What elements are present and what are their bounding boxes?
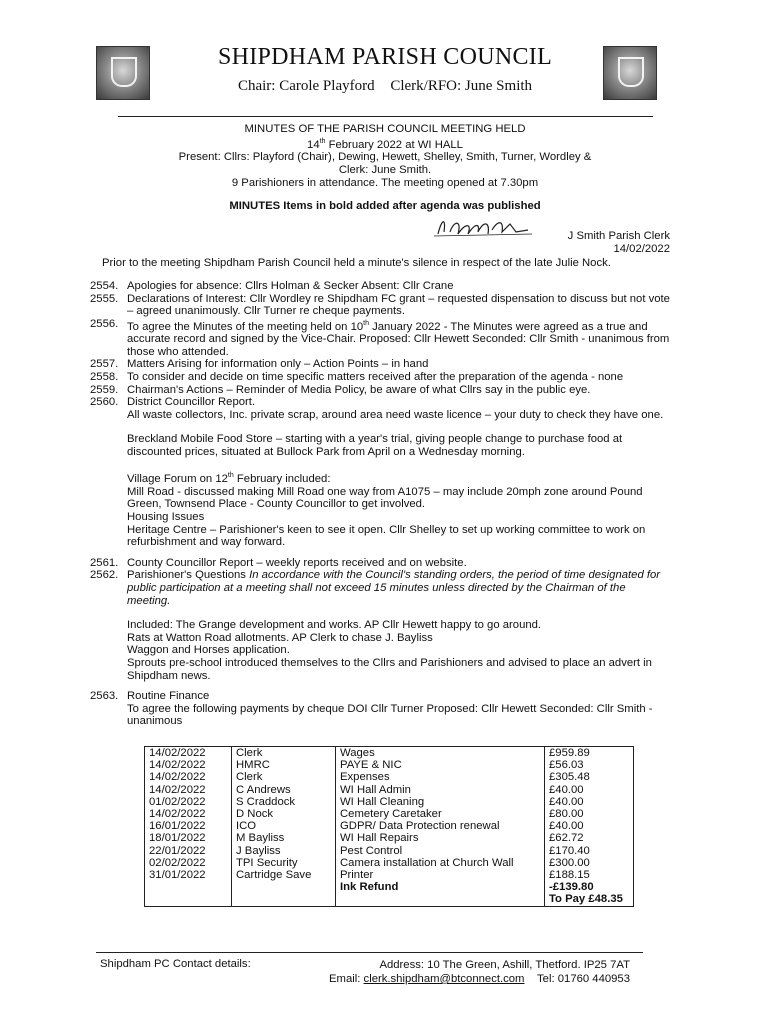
payment-amount: £188.15 [545, 869, 634, 881]
footer-tel: Tel: 01760 440953 [537, 973, 630, 985]
item-2557: 2557. Matters Arising for information only – Action Points – in hand [90, 358, 429, 371]
payment-desc: WI Hall Admin [336, 784, 545, 796]
payment-amount: £959.89 [545, 747, 634, 760]
payment-date: 14/02/2022 [145, 784, 232, 796]
payment-row [145, 820, 634, 832]
payment-amount: £80.00 [545, 808, 634, 820]
questions-line-1: Included: The Grange development and works. AP Cllr Hewett happy to go around. [127, 619, 542, 632]
item-2559: 2559. Chairman's Actions – Reminder of Media Policy, be aware of what Cllrs say in the public eye. [90, 383, 591, 396]
finance-title: Routine Finance [127, 690, 210, 703]
payment-desc: WI Hall Repairs [336, 832, 545, 844]
payment-desc: Camera installation at Church Wall [336, 857, 545, 869]
chair-name: Chair: Carole Playford [237, 78, 375, 94]
payments-table [144, 746, 634, 907]
refund-amount: -£139.80 [545, 881, 634, 893]
district-report-title: District Councillor Report. [127, 396, 256, 409]
heritage-note: Heritage Centre – Parishioner's keen to see it open. Cllr Shelley to set up working committee to work on refurbishment and way forward. [127, 523, 646, 549]
minutes-items [90, 280, 670, 728]
payment-date: 14/02/2022 [145, 759, 232, 771]
payment-row [145, 857, 634, 869]
payment-payee: Cartridge Save [232, 869, 336, 881]
payment-date: 02/02/2022 [145, 857, 232, 869]
payment-date: 14/02/2022 [145, 771, 232, 783]
payment-date: 16/01/2022 [145, 820, 232, 832]
payment-payee: J Bayliss [232, 845, 336, 857]
housing-note: Housing Issues [127, 511, 205, 524]
payment-row [145, 784, 634, 796]
waste-licence-note: All waste collectors, Inc. private scrap, around area need waste licence – your duty to check they have one. [127, 408, 664, 421]
item-2555: 2555. Declarations of Interest: Cllr Wordley re Shipdham FC grant – requested dispensation to discuss but not vote – agreed unanimously. Cllr Turner re cheque payments. [90, 292, 670, 318]
payment-amount: £40.00 [545, 820, 634, 832]
bold-items-note: MINUTES Items in bold added after agenda was published [229, 200, 541, 212]
item-2562: 2562. Parishioner's Questions In accordance with the Council's standing orders, the period of time designated for public participation at a meeting shall not exceed 15 minutes unless directed by the Chairman of the meeting. Included: The Grange development and works. AP Cllr Hewett happy to go around. Rats at Watton Road allotments. AP Clerk to chase J. Bayliss Waggon and Horses application. Sprouts pre-school introduced themselves to the Cllrs and Parishioners and advised to place an advert in Shipdham news. [90, 569, 670, 682]
mill-road-note: Mill Road - discussed making Mill Road one way from A1075 – may include 20mph zone around Pound Green, Townsend Place - County Councillor to get involved. [127, 485, 643, 511]
payment-amount: £300.00 [545, 857, 634, 869]
questions-line-4: Sprouts pre-school introduced themselves to the Cllrs and Parishioners and advised to place an advert in Shipdham news. [127, 656, 652, 682]
clerk-signature [432, 214, 542, 240]
payment-date: 14/02/2022 [145, 808, 232, 820]
payment-date: 22/01/2022 [145, 845, 232, 857]
payment-desc: GDPR/ Data Protection renewal [336, 820, 545, 832]
payment-row [145, 832, 634, 844]
finance-text: To agree the following payments by cheque DOI Cllr Turner Proposed: Cllr Hewett Seconded: Cllr Smith - unanimous [127, 702, 653, 728]
item-2561: 2561. County Councillor Report – weekly reports received and on website. [90, 556, 467, 569]
footer-contact-label: Shipdham PC Contact details: [100, 958, 251, 970]
payment-desc: Printer [336, 869, 545, 881]
questions-line-3: Waggon and Horses application. [127, 644, 290, 657]
payment-row [145, 808, 634, 820]
payment-amount: £62.72 [545, 832, 634, 844]
signature-block [568, 230, 670, 256]
council-title: SHIPDHAM PARISH COUNCIL [217, 44, 553, 70]
item-2563: 2563. Routine Finance To agree the following payments by cheque DOI Cllr Turner Proposed: Cllr Hewett Seconded: Cllr Smith - unanimous [90, 690, 670, 728]
silence-note: Prior to the meeting Shipdham Parish Council held a minute's silence in respect of the late Julie Nock. [102, 257, 611, 269]
item-2560: 2560. District Councillor Report. All waste collectors, Inc. private scrap, around area need waste licence – your duty to check they have one. Breckland Mobile Food Store – starting with a year's trial, giving people change to purchase food at discounted prices, situated at Bullock Park from April on a Wednesday morning. Village Forum on 12th February included: Mill Road - discussed making Mill Road one way from A1075 – may include 20mph zone around Pound Green, Townsend Place - County Councillor to get involved. Housing Issues Heritage Centre – Parishioner's keen to see it open. Cllr Shelley to set up working committee to work on refurbishment and way forward. [90, 396, 670, 549]
signed-date: 14/02/2022 [613, 242, 670, 255]
payment-desc: Cemetery Caretaker [336, 808, 545, 820]
refund-amount [232, 881, 336, 893]
footer-details [300, 958, 630, 986]
item-2556: 2556. To agree the Minutes of the meeting held on 10th January 2022 - The Minutes were agreed as a true and accurate record and signed by the Vice-Chair. Proposed: Cllr Hewett Seconded: Cllr Smith - unanimous from those who attended. [90, 317, 670, 358]
signed-by: J Smith Parish Clerk [567, 230, 670, 242]
refund-amount [145, 881, 232, 893]
village-forum-note: Village Forum on 12th February included: [127, 472, 331, 486]
payment-row [145, 771, 634, 783]
present-line-1: Present: Cllrs: Playford (Chair), Dewing, Hewett, Shelley, Smith, Turner, Wordley & [178, 151, 592, 164]
total-to-pay [232, 893, 336, 906]
attendance-line: 9 Parishioners in attendance. The meeting opened at 7.30pm [231, 176, 539, 189]
payment-amount: £305.48 [545, 771, 634, 783]
footer-divider [96, 952, 643, 953]
payment-payee: HMRC [232, 759, 336, 771]
footer-address: Address: 10 The Green, Ashill, Thetford. IP25 7AT [379, 959, 630, 971]
payment-amount: £40.00 [545, 796, 634, 808]
payment-desc: PAYE & NIC [336, 759, 545, 771]
total-to-pay: To Pay £48.35 [545, 893, 634, 906]
payment-payee: TPI Security [232, 857, 336, 869]
payment-desc: Expenses [336, 771, 545, 783]
total-row [145, 893, 634, 906]
payment-payee: S Craddock [232, 796, 336, 808]
payment-row [145, 759, 634, 771]
payment-amount: £56.03 [545, 759, 634, 771]
item-2558: 2558. To consider and decide on time specific matters received after the preparation of the agenda - none [90, 370, 624, 383]
payment-date: 31/01/2022 [145, 869, 232, 881]
payment-amount: £40.00 [545, 784, 634, 796]
minutes-heading: MINUTES OF THE PARISH COUNCIL MEETING HELD [244, 123, 526, 135]
payment-payee: M Bayliss [232, 832, 336, 844]
present-line-2: Clerk: June Smith. [338, 164, 432, 177]
payment-row [145, 747, 634, 760]
clerk-name: Clerk/RFO: June Smith [390, 78, 533, 94]
payment-date: 14/02/2022 [145, 747, 232, 760]
payment-payee: C Andrews [232, 784, 336, 796]
officers-line [0, 78, 770, 95]
payment-desc: Pest Control [336, 845, 545, 857]
payment-row [145, 796, 634, 808]
payment-date: 18/01/2022 [145, 832, 232, 844]
header-divider [118, 116, 653, 117]
questions-line-2: Rats at Watton Road allotments. AP Clerk to chase J. Bayliss [127, 631, 433, 644]
total-to-pay [336, 893, 545, 906]
refund-row [145, 881, 634, 893]
meeting-date: 14th February 2022 at WI HALL [307, 137, 463, 151]
food-store-note: Breckland Mobile Food Store – starting with a year's trial, giving people change to purchase food at discounted prices, situated at Bullock Park from April on a Wednesday morning. [127, 433, 623, 458]
payment-payee: D Nock [232, 808, 336, 820]
payment-payee: Clerk [232, 747, 336, 760]
payment-row [145, 869, 634, 881]
payment-desc: WI Hall Cleaning [336, 796, 545, 808]
item-2554: 2554. Apologies for absence: Cllrs Holman & Secker Absent: Cllr Crane [90, 280, 454, 292]
footer-email-tel: Email: clerk.shipdham@btconnect.com Tel: 01760 440953 [329, 973, 630, 985]
email-link[interactable]: clerk.shipdham@btconnect.com [363, 973, 525, 985]
payment-desc: Wages [336, 747, 545, 760]
payment-row [145, 845, 634, 857]
payment-date: 01/02/2022 [145, 796, 232, 808]
payment-amount: £170.40 [545, 845, 634, 857]
payment-payee: Clerk [232, 771, 336, 783]
refund-desc: Ink Refund [336, 881, 545, 893]
payment-payee: ICO [232, 820, 336, 832]
meeting-header [0, 123, 770, 190]
total-to-pay [145, 893, 232, 906]
